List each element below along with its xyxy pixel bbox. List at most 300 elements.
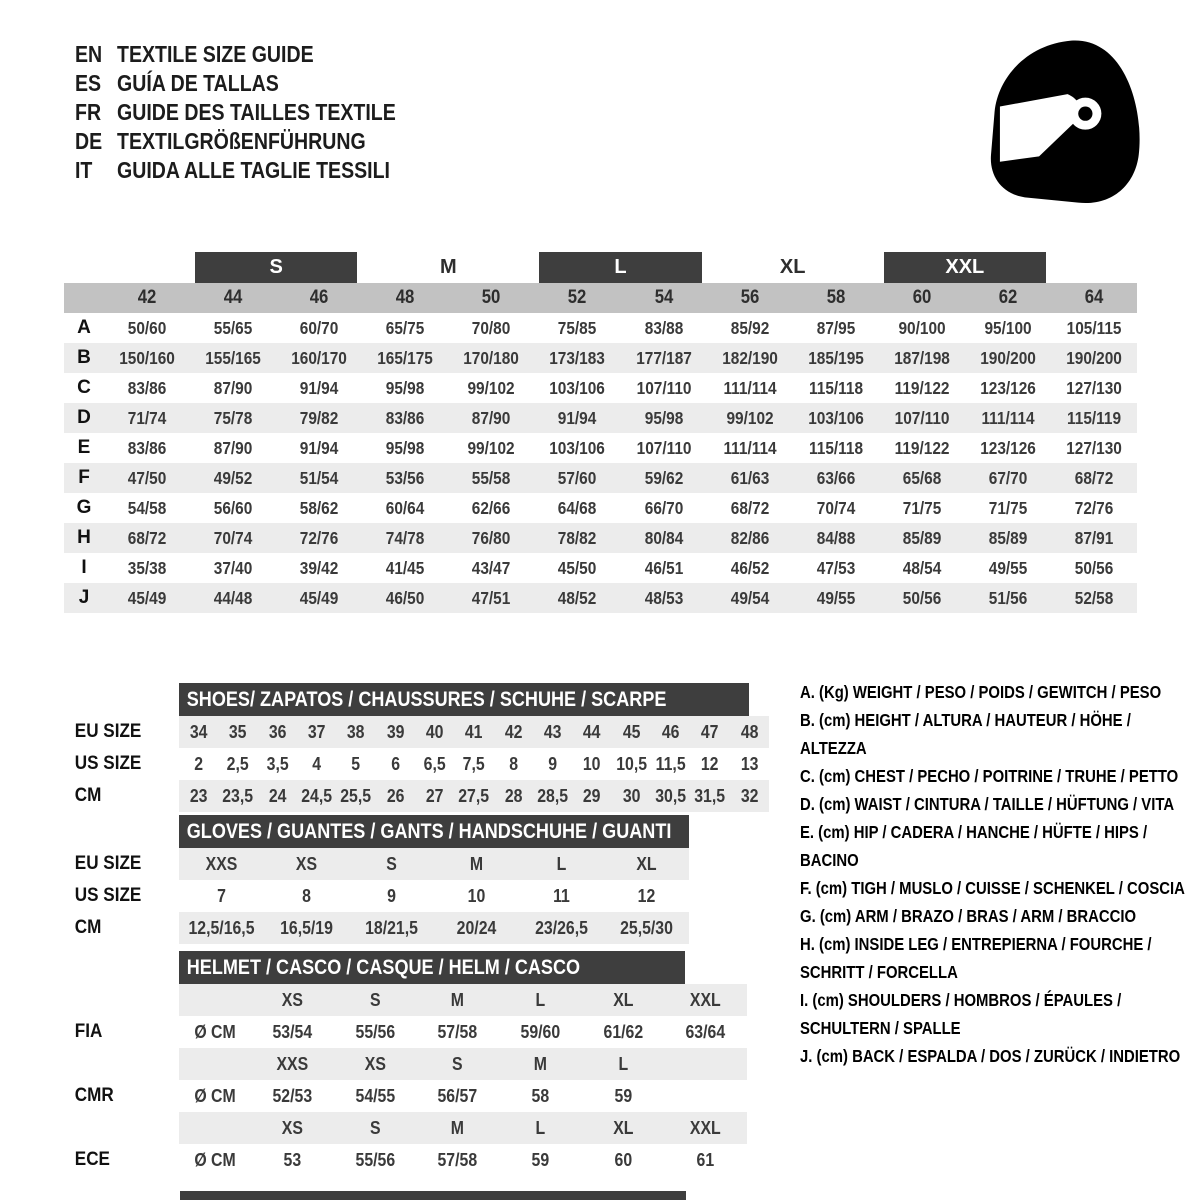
measurement-value: 155/165 [205,348,261,368]
size-system-label: CM [74,917,102,938]
measurement-value: 187/198 [893,348,950,368]
row-letter: B [77,347,91,368]
shoe-size-value: 3,5 [266,754,289,774]
measurement-value: 103/106 [549,378,606,398]
shoe-size-value: 6,5 [423,754,446,774]
glove-size-value: 25,5/30 [620,918,673,938]
measurement-value: 57/60 [558,468,597,488]
helmet-standard-group [64,984,747,1048]
shoe-size-value: 8 [508,754,518,774]
measurement-value: 55/58 [472,468,511,488]
helmet-size-row [64,1112,747,1144]
helmet-diameter-value: 59 [614,1086,632,1106]
shoe-size-row [64,716,769,748]
helmet-size-label: S [369,1118,381,1138]
measurement-row [64,463,1137,493]
measurement-value: 46/52 [730,558,769,578]
measurement-value: 83/88 [644,318,683,338]
measurement-value: 85/89 [988,528,1028,548]
measurement-value: 56/60 [213,498,253,518]
shoe-size-value: 28,5 [537,786,569,806]
helmet-size-row [64,1048,747,1080]
measurement-value: 72/76 [299,528,339,548]
helmet-size-row-spacer [64,984,251,1016]
measurement-rows [64,313,1137,613]
shoe-size-value: 9 [548,754,558,774]
measurement-value: 95/98 [386,378,425,398]
shoe-size-value: 2,5 [226,754,249,774]
measurement-value: 68/72 [127,528,167,548]
measurement-value: 150/160 [119,348,175,368]
measurement-value: 115/118 [808,378,863,398]
helmet-diameter-value: 61 [696,1150,715,1170]
measurement-value: 65/68 [902,468,942,488]
measurement-value: 111/114 [723,378,777,398]
measurement-row [64,523,1137,553]
row-letter: E [77,437,91,458]
size-system-label: EU SIZE [74,721,142,742]
measurement-value: 45/50 [558,558,597,578]
shoe-size-value: 23,5 [222,786,254,806]
shoe-size-value: 43 [543,722,562,742]
helmet-diameter-value: 53/54 [272,1022,313,1042]
measurement-row [64,343,1137,373]
measurement-value: 67/70 [988,468,1028,488]
measurement-value: 127/130 [1066,378,1122,398]
glove-size-value: 8 [302,886,311,906]
helmet-size-label: M [533,1054,547,1074]
shoe-size-value: 42 [504,722,523,742]
measurement-value: 99/102 [467,438,515,458]
measurement-value: 71/75 [988,498,1028,518]
measurement-value: 115/119 [1066,408,1121,428]
measurement-value: 63/66 [816,468,855,488]
helmet-diameter-value: 60 [614,1150,632,1170]
measurement-value: 87/91 [1074,528,1114,548]
helmet-diameter-value: 59/60 [520,1022,561,1042]
measurement-value: 43/47 [472,558,511,578]
glove-size-value: XS [295,854,318,874]
racing-helmet-icon [975,30,1153,208]
measurement-value: 50/56 [1074,558,1114,578]
size-header-s: S [195,252,357,283]
measurement-value: 51/56 [988,588,1028,608]
measurement-value: 177/187 [635,348,692,368]
measurement-value: 72/76 [1074,498,1114,518]
shoes-section [64,683,769,812]
measurement-value: 70/74 [816,498,855,518]
numeric-size: 44 [223,287,243,308]
measurement-value: 48/52 [558,588,597,608]
measurement-value: 62/66 [472,498,511,518]
numeric-size: 52 [568,287,587,308]
legend-item: C. (cm) CHEST / PECHO / POITRINE / TRUHE / PETTO [800,766,1179,786]
shoe-size-value: 34 [189,722,208,742]
standard-label: CMR [74,1085,114,1106]
legend-item: J. (cm) BACK / ESPALDA / DOS / ZURÜCK / INDIETRO [800,1046,1181,1066]
numeric-size: 62 [998,287,1018,308]
diameter-unit-label: Ø CM [194,1086,236,1106]
helmet-section-header [179,951,685,984]
measurement-value: 103/106 [807,408,864,428]
size-header-l: L [539,252,701,283]
helmet-header-label: HELMET / CASCO / CASQUE / HELM / CASCO [186,956,581,979]
measurement-value: 78/82 [558,528,597,548]
glove-size-value: M [469,854,484,874]
helmet-size-label [669,1048,742,1080]
helmet-size-label: XXS [276,1054,309,1074]
shoe-size-value: 32 [740,786,759,806]
legend-item: G. (cm) ARM / BRAZO / BRAS / ARM / BRACCIO [800,906,1137,926]
guide-title: GUÍA DE TALLAS [117,70,279,96]
title-line [75,69,445,98]
helmet-size-row-spacer [64,1048,251,1080]
measurement-value: 165/175 [377,348,434,368]
measurement-row [64,493,1137,523]
shoe-size-value: 13 [740,754,759,774]
measurement-value: 49/54 [730,588,769,608]
measurement-value: 91/94 [558,408,597,428]
measurement-value: 103/106 [549,438,606,458]
measurement-value: 53/56 [386,468,425,488]
glove-size-row [64,912,689,944]
measurement-value: 60/70 [299,318,339,338]
cropped-section-bar [180,1191,686,1200]
shoe-size-value: 11,5 [655,754,686,774]
helmet-diameter-value: 58 [531,1086,550,1106]
guide-title: GUIDE DES TAILLES TEXTILE [117,99,396,125]
measurement-value: 99/102 [726,408,774,428]
shoe-size-value: 37 [307,722,326,742]
standard-label: ECE [74,1149,110,1170]
measurement-value: 59/62 [644,468,683,488]
shoes-section-header [179,683,749,716]
measurement-value: 75/85 [558,318,597,338]
measurement-value: 160/170 [291,348,348,368]
shoe-size-value: 36 [268,722,287,742]
helmet-size-label: XL [612,990,634,1010]
legend-item: A. (Kg) WEIGHT / PESO / POIDS / GEWITCH / PESO [800,682,1162,702]
measurement-value: 71/75 [902,498,942,518]
helmet-standard-group [64,1048,747,1112]
numeric-size: 48 [395,287,415,308]
shoe-size-row [64,780,769,812]
glove-size-value: L [556,854,567,874]
measurement-row [64,313,1137,343]
measurement-value: 82/86 [730,528,769,548]
shoe-size-row [64,748,769,780]
shoe-size-value: 23 [189,786,208,806]
measurement-value: 50/60 [127,318,167,338]
measurement-value: 66/70 [644,498,683,518]
shoe-size-value: 27 [425,786,444,806]
glove-size-value: 9 [387,886,396,906]
legend-item: E. (cm) HIP / CADERA / HANCHE / HÜFTE / HIPS / BACINO [800,822,1148,870]
helmet-size-label: XXL [690,990,722,1010]
measurement-value: 79/82 [299,408,339,428]
numeric-size-band [64,283,1137,313]
measurement-value: 107/110 [636,438,691,458]
measurement-value: 68/72 [730,498,769,518]
shoe-size-value: 24,5 [301,786,333,806]
glove-size-value: 16,5/19 [280,918,333,938]
shoes-rows [64,716,769,812]
helmet-size-label: M [451,1118,465,1138]
measurement-value: 35/38 [127,558,167,578]
measurement-value: 87/90 [472,408,511,428]
shoe-size-value: 40 [425,722,444,742]
numeric-size: 42 [137,287,157,308]
measurement-value: 58/62 [299,498,339,518]
measurement-value: 119/122 [894,378,950,398]
measurement-row [64,373,1137,403]
title-line [75,156,445,185]
size-header-xl: XL [779,256,806,278]
shoe-size-value: 47 [701,722,719,742]
measurement-value: 47/50 [127,468,167,488]
measurement-value: 85/89 [902,528,942,548]
helmet-diameter-value: 52/53 [272,1086,313,1106]
numeric-size: 60 [912,287,932,308]
guide-title: TEXTILGRÖßENFÜHRUNG [117,128,366,154]
measurement-value: 182/190 [721,348,778,368]
numeric-size: 54 [654,287,673,308]
measurement-value: 45/49 [299,588,339,608]
helmet-size-label: XL [612,1118,634,1138]
helmet-size-label: XS [364,1054,386,1074]
helmet-standard-group [64,1112,747,1176]
glove-size-value: 12 [637,886,656,906]
shoe-size-value: 31,5 [694,786,726,806]
guide-title: TEXTILE SIZE GUIDE [117,41,314,67]
glove-size-row [64,880,689,912]
helmet-size-label: M [451,990,465,1010]
helmet-diameter-value: 54/55 [355,1086,395,1106]
measurement-value: 37/40 [213,558,253,578]
measurement-value: 83/86 [127,378,167,398]
helmet-size-label: S [369,990,381,1010]
helmet-diameter-value: 53 [283,1150,302,1170]
helmet-diameter-value: 57/58 [437,1022,478,1042]
measurement-value: 85/92 [730,318,769,338]
glove-size-value: 12,5/16,5 [188,918,255,938]
gloves-header-label: GLOVES / GUANTES / GANTS / HANDSCHUHE / GUANTI [186,820,672,843]
measurement-value: 48/54 [902,558,942,578]
helmet-size-label: XS [281,990,303,1010]
measurement-value: 119/122 [894,438,950,458]
title-line [75,127,445,156]
legend-item: H. (cm) INSIDE LEG / ENTREPIERNA / FOURCHE / SCHRITT / FORCELLA [800,934,1152,982]
numeric-size: 50 [482,287,501,308]
size-system-label: US SIZE [74,885,142,906]
measurement-value: 55/65 [213,318,253,338]
shoe-size-value: 12 [701,754,719,774]
language-code: IT [75,157,93,183]
glove-size-value: 23/26,5 [535,918,588,938]
measurement-row [64,433,1137,463]
legend-item: D. (cm) WAIST / CINTURA / TAILLE / HÜFTUNG / VITA [800,794,1175,814]
diameter-unit-label: Ø CM [194,1022,236,1042]
helmet-size-row-spacer [64,1112,251,1144]
shoe-size-value: 29 [583,786,601,806]
measurement-value: 87/95 [816,318,855,338]
size-system-label: CM [74,785,102,806]
measurement-row [64,583,1137,613]
helmet-size-label: L [535,990,546,1010]
glove-size-value: XL [636,854,657,874]
measurement-value: 75/78 [213,408,253,428]
measurement-value: 50/56 [902,588,942,608]
shoe-size-value: 46 [661,722,680,742]
helmet-diameter-value: 55/56 [355,1150,395,1170]
size-header-m: M [439,256,457,278]
measurement-value: 46/51 [644,558,683,578]
measurement-value: 54/58 [127,498,167,518]
shoe-size-value: 30 [622,786,641,806]
glove-size-value: 10 [467,886,486,906]
shoe-size-value: 2 [194,754,204,774]
row-letter: C [77,377,91,398]
measurement-value: 39/42 [299,558,339,578]
measurement-value: 190/200 [980,348,1036,368]
shoe-size-value: 45 [622,722,641,742]
size-system-label: EU SIZE [74,853,142,874]
measurement-value: 80/84 [644,528,683,548]
measurement-value: 90/100 [898,318,946,338]
numeric-size: 58 [826,287,845,308]
measurement-value: 52/58 [1074,588,1114,608]
measurement-value: 99/102 [467,378,515,398]
gloves-section [64,815,689,944]
apparel-size-table [64,252,1137,613]
measurement-value: 83/86 [386,408,425,428]
measurement-value: 84/88 [816,528,855,548]
shoe-size-value: 28 [504,786,523,806]
glove-size-row [64,848,689,880]
measurement-value: 91/94 [299,438,339,458]
glove-size-value: 7 [217,886,226,906]
shoe-size-value: 26 [386,786,405,806]
row-letter: D [77,407,91,428]
helmet-section [64,951,747,1176]
helmet-diameter-value: 56/57 [437,1086,478,1106]
glove-size-value: 11 [553,886,570,906]
helmet-diameter-value: 55/56 [355,1022,395,1042]
helmet-groups [64,984,747,1176]
helmet-size-label: L [535,1118,546,1138]
size-system-label: US SIZE [74,753,142,774]
helmet-diameter-value [669,1080,742,1112]
measurement-value: 105/115 [1066,318,1122,338]
measurement-value: 44/48 [213,588,253,608]
gloves-rows [64,848,689,944]
shoe-size-value: 10,5 [615,754,647,774]
language-code: DE [75,128,103,154]
measurement-value: 185/195 [807,348,864,368]
row-letter: A [77,317,91,338]
numeric-size: 64 [1084,287,1104,308]
measurement-value: 49/55 [816,588,855,608]
language-code: FR [75,99,102,125]
measurement-value: 95/98 [386,438,425,458]
shoe-size-value: 25,5 [340,786,372,806]
measurement-value: 111/114 [723,438,777,458]
measurement-value: 61/63 [730,468,769,488]
shoe-size-value: 27,5 [458,786,490,806]
measurement-row [64,553,1137,583]
legend-item: I. (cm) SHOULDERS / HOMBROS / ÉPAULES / SCHULTERN / SPALLE [800,990,1122,1038]
row-letter: G [76,497,92,518]
language-code: EN [75,41,103,67]
helmet-value-row [64,1080,747,1112]
measurement-value: 83/86 [127,438,167,458]
measurement-value: 87/90 [213,378,253,398]
size-header-xxl: XXL [884,252,1046,283]
measurement-value: 170/180 [463,348,520,368]
helmet-value-row [64,1144,747,1176]
legend-item: F. (cm) TIGH / MUSLO / CUISSE / SCHENKEL / COSCIA [800,878,1185,898]
measurement-value: 47/51 [472,588,511,608]
measurement-value: 107/110 [636,378,691,398]
diameter-unit-label: Ø CM [194,1150,236,1170]
helmet-size-row [64,984,747,1016]
helmet-diameter-value: 57/58 [437,1150,478,1170]
measurement-value: 41/45 [386,558,425,578]
shoe-size-value: 5 [351,754,361,774]
row-letter: F [78,467,90,488]
measurement-value: 70/80 [472,318,511,338]
glove-size-value: XXS [205,854,238,874]
measurement-value: 65/75 [386,318,425,338]
measurement-value: 173/183 [549,348,606,368]
measurement-value: 95/100 [984,318,1032,338]
shoe-size-value: 35 [229,722,247,742]
shoes-header-label: SHOES/ ZAPATOS / CHAUSSURES / SCHUHE / SCARPE [186,688,667,711]
row-letter: I [81,557,87,578]
measurement-value: 91/94 [299,378,339,398]
shoe-size-value: 48 [740,722,759,742]
size-letter-header-row [64,252,1137,283]
measurement-value: 190/200 [1066,348,1122,368]
measurement-value: 49/55 [988,558,1028,578]
measurement-value: 87/90 [213,438,253,458]
measurement-value: 127/130 [1066,438,1122,458]
measurement-value: 51/54 [299,468,339,488]
helmet-size-label: XS [281,1118,303,1138]
measurement-value: 71/74 [127,408,167,428]
measurement-value: 123/126 [980,438,1036,458]
shoe-size-value: 39 [386,722,405,742]
measurement-value: 68/72 [1074,468,1114,488]
language-code: ES [75,70,102,96]
helmet-size-label: S [452,1054,463,1074]
measurement-value: 74/78 [386,528,425,548]
shoe-size-value: 7,5 [462,754,485,774]
guide-title: GUIDA ALLE TAGLIE TESSILI [117,157,390,183]
measurement-value: 95/98 [644,408,683,428]
shoe-size-value: 41 [465,722,483,742]
shoe-size-value: 24 [268,786,287,806]
measurement-value: 107/110 [894,408,950,428]
row-letter: J [78,587,90,608]
shoe-size-value: 6 [390,754,400,774]
measurement-value: 123/126 [980,378,1036,398]
measurement-legend [800,678,1200,1070]
helmet-diameter-value: 61/62 [603,1022,643,1042]
gloves-section-header [179,815,689,848]
measurement-value: 46/50 [386,588,425,608]
numeric-size: 56 [740,287,759,308]
